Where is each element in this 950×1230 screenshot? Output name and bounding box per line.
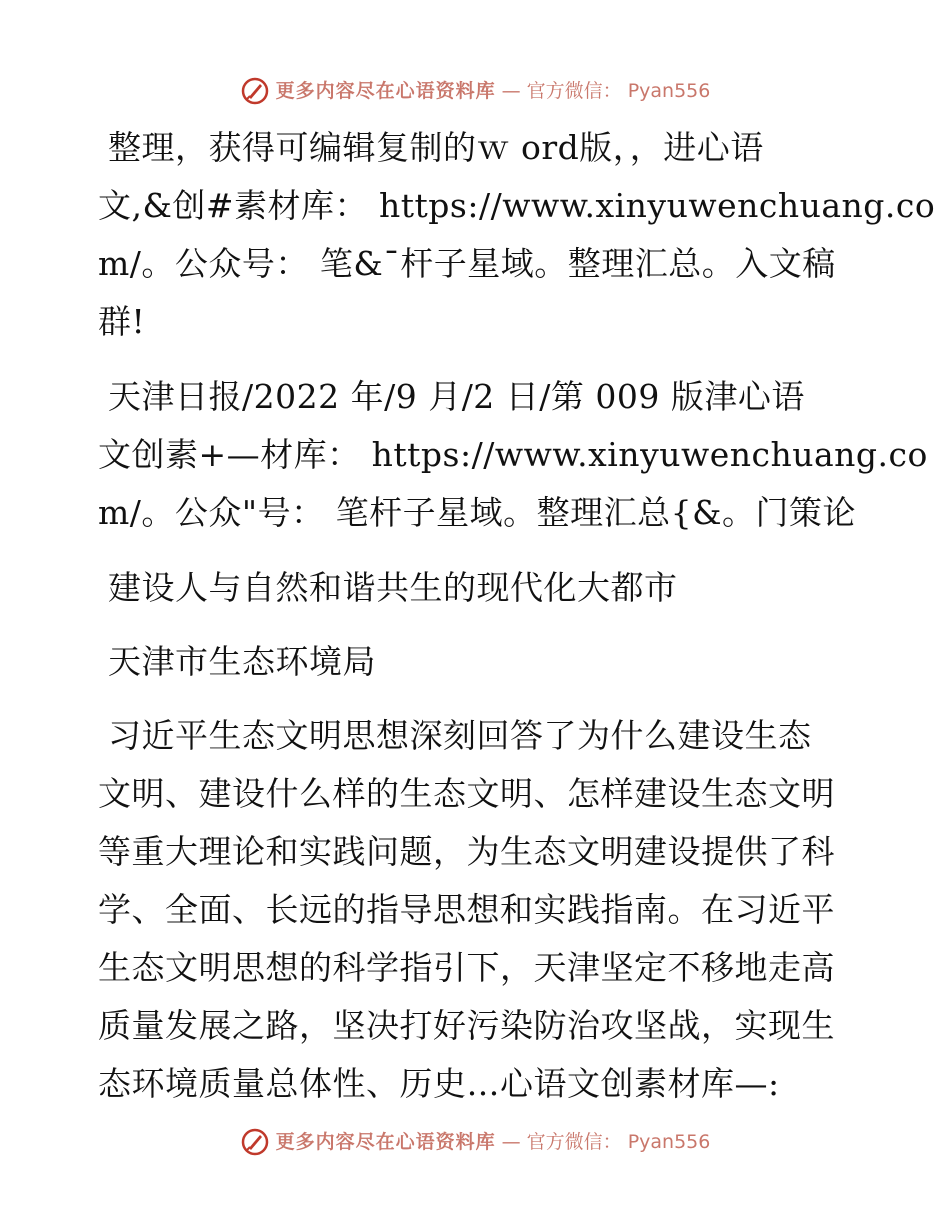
watermark-id: Pyan556: [627, 80, 711, 102]
article-author: 天津市生态环境局: [108, 642, 376, 681]
text-line: 整理，获得可编辑复制的ｗ ord版，，进心语: [108, 128, 764, 167]
text-line: 天津日报/2022 年/9 月/2 日/第 009 版津心语: [108, 377, 805, 416]
watermark-dash: —: [501, 1131, 521, 1153]
text-line: 学、全面、长远的指导思想和实践指南。在习近平: [98, 890, 835, 929]
watermark-dash: —: [501, 80, 521, 102]
text-line: m/。公众"号： 笔杆子星域。整理汇总{&。门策论: [98, 493, 856, 532]
watermark-id: Pyan556: [627, 1131, 711, 1153]
watermark-official: 官方微信：: [526, 1131, 622, 1153]
footer-watermark: [0, 1127, 950, 1157]
text-line: 质量发展之路，坚决打好污染防治攻坚战，实现生: [98, 1006, 835, 1045]
text-line: 文创素+—材库： https://www.xinyuwenchuang.co: [98, 435, 928, 474]
watermark-brand: 更多内容尽在心语资料库: [275, 1131, 496, 1153]
text-line: 文,&创#素材库： https://www.xinyuwenchuang.co: [98, 186, 936, 225]
text-line: 生态文明思想的科学指引下，天津坚定不移地走高: [98, 948, 835, 987]
quill-circle-icon: [240, 1127, 270, 1157]
quill-circle-icon: [240, 76, 270, 106]
watermark-brand: 更多内容尽在心语资料库: [275, 80, 496, 102]
text-line: 态环境质量总体性、历史…心语文创素材库—:: [98, 1064, 780, 1103]
text-line: 习近平生态文明思想深刻回答了为什么建设生态: [108, 716, 812, 755]
watermark-official: 官方微信：: [526, 80, 622, 102]
header-watermark: [0, 76, 950, 106]
text-line: 群!: [98, 302, 146, 341]
article-title: 建设人与自然和谐共生的现代化大都市: [108, 568, 678, 607]
text-line: m/。公众号： 笔&¯杆子星域。整理汇总。入文稿: [98, 244, 836, 283]
text-line: 文明、建设什么样的生态文明、怎样建设生态文明: [98, 774, 835, 813]
text-line: 等重大理论和实践问题，为生态文明建设提供了科: [98, 832, 835, 871]
